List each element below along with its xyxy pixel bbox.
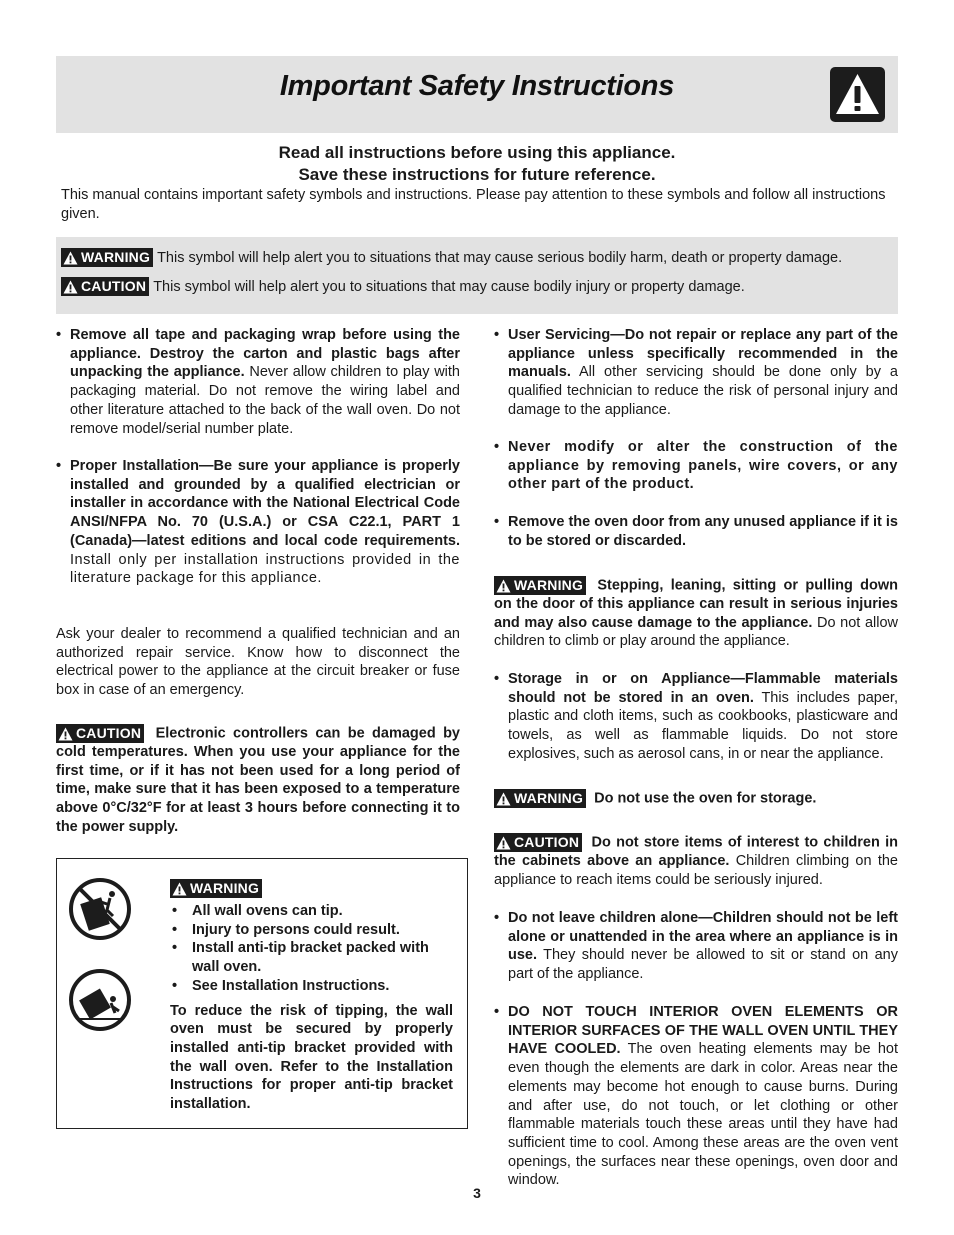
alert-triangle-icon — [496, 792, 511, 806]
warning-label: WARNING — [494, 576, 586, 595]
caution-legend-text: This symbol will help alert you to situations that may cause bodily injury or property damage. — [153, 278, 745, 295]
list-item: • All wall ovens can tip. — [172, 903, 343, 920]
warning-label: WARNING — [61, 248, 153, 267]
alert-triangle-icon — [496, 579, 511, 593]
list-item: • See Installation Instructions. — [172, 977, 390, 994]
header-banner — [56, 56, 898, 133]
anti-tip-list — [170, 902, 453, 996]
right-warning-door: WARNING Stepping, leaning, sitting or pulling down on the door of this appliance can result in serious injuries and may also cause damage to the appliance. Do not allow children to climb or play around the appliance. — [494, 577, 898, 650]
left-bullet-2: • Proper Installation—Be sure your appliance is properly installed and grounded by a qualified electrician or installer in accordance with the National Electrical Code ANSI/NFPA No. 70 (U.S.A.) or CSA C22.1, PART 1 (Canada)—latest editions and local code requirements. Install only per installation instructions provided in the literature package for this appliance. — [56, 458, 460, 587]
no-tipping-icon — [67, 876, 133, 942]
alert-triangle-icon — [63, 280, 78, 294]
left-bullet-1: • Remove all tape and packaging wrap before using the appliance. Destroy the carton and plastic bags after unpacking the appliance. Never allow children to play with packaging material. Do not remove the wiring label and other literature attached to the back of the wall oven. Do not remove model/serial number plate. — [56, 327, 460, 437]
alert-triangle-icon — [496, 836, 511, 850]
right-bullet-2: • Never modify or alter the construction of the appliance by removing panels, wire covers, or any other part of the product. — [494, 439, 898, 493]
warning-legend-text: This symbol will help alert you to situations that may cause serious bodily harm, death or property damage. — [157, 249, 843, 266]
alert-triangle-icon — [172, 882, 187, 896]
right-bullet-6: • DO NOT TOUCH INTERIOR OVEN ELEMENTS OR INTERIOR SURFACES OF THE WALL OVEN UNTIL THEY HAVE COOLED. The oven heating elements may be hot even though the elements are dark in color. Areas near the elements may become hot enough to cause burns. During and after use, do not touch, or let clothing or other flammable materials touch these areas until they have had sufficient time to cool. Among these areas are the oven vent openings, the surfaces near these openings, oven door and window. — [494, 1004, 898, 1189]
caution-legend-row — [61, 277, 745, 296]
alert-triangle-icon — [63, 251, 78, 265]
tipping-hazard-icon — [67, 967, 133, 1033]
caution-label: CAUTION — [56, 724, 144, 743]
right-bullet-5: • Do not leave children alone—Children should not be left alone or unattended in the area where an appliance is in use. They should never be allowed to sit or stand on any part of the appliance. — [494, 910, 898, 983]
right-caution-children: CAUTION Do not store items of interest to children in the cabinets above an appliance. Children climbing on the appliance to reach items could be seriously injured. — [494, 834, 898, 888]
anti-tip-text — [170, 879, 453, 1114]
symbols-legend — [56, 237, 898, 314]
warning-legend-row — [61, 248, 842, 267]
left-paragraph: Ask your dealer to recommend a qualified technician and an authorized repair service. Know how to disconnect the electrical power to the appliance at the circuit breaker or fuse box in case of an emergency. — [56, 626, 460, 699]
list-item: • Install anti-tip bracket packed with wall oven. — [172, 940, 429, 976]
anti-tip-warning-box — [56, 858, 468, 1129]
warning-label: WARNING — [170, 879, 262, 898]
intro-heading-2: Save these instructions for future reference. — [298, 165, 656, 184]
list-item: • Injury to persons could result. — [172, 921, 400, 938]
alert-triangle-icon — [58, 727, 73, 741]
left-caution-note: CAUTION Electronic controllers can be damaged by cold temperatures. When you use your appliance for the first time, or if it has not been used for a long period of time, make sure that it has been exposed to a temperature above 0°C/32°F for at least 3 hours before connecting it to the power supply. — [56, 725, 460, 835]
warning-triangle-icon — [829, 66, 886, 123]
caution-label: CAUTION — [494, 833, 582, 852]
caution-label: CAUTION — [61, 277, 149, 296]
page-number: 3 — [473, 1185, 481, 1201]
right-bullet-1: • User Servicing—Do not repair or replace any part of the appliance unless specifically recommended in the manuals. All other servicing should be done only by a qualified technician to reduce the risk of personal injury and damage to the appliance. — [494, 327, 898, 418]
right-bullet-3: • Remove the oven door from any unused appliance if it is to be stored or discarded. — [494, 514, 898, 549]
right-bullet-4: • Storage in or on Appliance—Flammable materials should not be stored in an oven. This includes paper, plastic and cloth items, such as cookbooks, plasticware and towels, as well as flammable liquids. Do not store explosives, such as aerosol cans, in or near the appliance. — [494, 671, 898, 762]
page-title: Important Safety Instructions — [279, 70, 675, 102]
intro-heading-1: Read all instructions before using this appliance. — [278, 143, 676, 162]
warning-label: WARNING — [494, 789, 586, 808]
intro-text: This manual contains important safety symbols and instructions. Please pay attention to these symbols and follow all instructions given. — [61, 187, 886, 222]
anti-tip-paragraph: To reduce the risk of tipping, the wall oven must be secured by properly installed anti-tip bracket provided with the wall oven. Refer to the Installation Instructions for proper anti-tip bracket installation. — [170, 1002, 453, 1113]
right-warning-storage: WARNING Do not use the oven for storage. — [494, 789, 898, 808]
